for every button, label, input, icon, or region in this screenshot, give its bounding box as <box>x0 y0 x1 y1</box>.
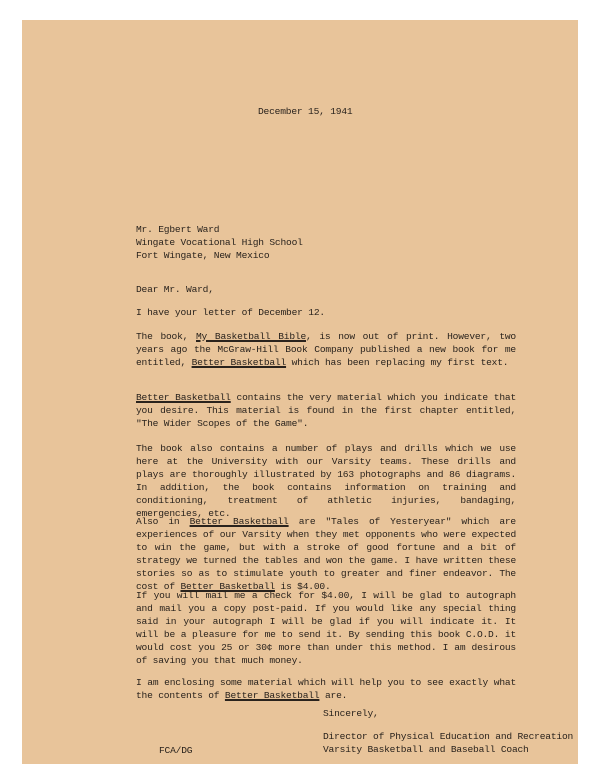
book-title: Better Basketball <box>224 690 320 701</box>
signature-title-line-1: Director of Physical Education and Recreation <box>323 731 574 742</box>
typist-initials: FCA/DG <box>159 745 193 756</box>
paragraph-2: The book, My Basketball Bible, is now out of print. However, two years ago the McGraw-Hill Book Company published a new book for me entitled, Better Basketball which has been replacing my first text. <box>136 331 516 368</box>
paragraph-3: Better Basketball contains the very material which you indicate that you desire. This material is found in the first chapter entitled, "The Wider Scopes of the Game". <box>136 392 516 429</box>
recipient-school: Wingate Vocational High School <box>136 237 303 248</box>
book-title: Better Basketball <box>191 357 287 368</box>
paragraph-5: Also in Better Basketball are "Tales of Yesteryear" which are experiences of our Varsity when they met opponents who were expected to win the game, but with a stroke of good fortune and a bit of strategy we turned the tables and won the game. I have written these stories so as to stimulate youth to greater and finer endeavor. The cost of Better Basketball is $4.00. <box>136 516 516 592</box>
closing: Sincerely, <box>323 708 379 719</box>
paragraph-4: The book also contains a number of plays and drills which we use here at the University with our Varsity teams. These drills and plays are thoroughly illustrated by 163 photographs and 86 diagrams. In addition, the book contains information on training and conditioning, treatment of athletic injuries, bandaging, emergencies, etc. <box>136 443 516 519</box>
recipient-name: Mr. Egbert Ward <box>136 224 220 235</box>
letter-date: December 15, 1941 <box>258 106 353 117</box>
book-title: My Basketball Bible <box>196 331 307 342</box>
book-title: Better Basketball <box>180 581 275 592</box>
book-title: Better Basketball <box>189 516 289 527</box>
signature-title-line-2: Varsity Basketball and Baseball Coach <box>323 744 529 755</box>
paragraph-7: I am enclosing some material which will help you to see exactly what the contents of Better Basketball are. <box>136 677 516 701</box>
paragraph-1: I have your letter of December 12. <box>136 307 325 318</box>
paragraph-6: If you will mail me a check for $4.00, I will be glad to autograph and mail you a copy post-paid. If you would like any special thing said in your autograph I will be glad if you will indicate it. It will be a pleasure for me to send it. By sending this book C.O.D. it would cost you 25 or 30¢ more than under this method. I am desirous of saving you that much money. <box>136 590 516 666</box>
salutation: Dear Mr. Ward, <box>136 284 214 295</box>
book-title: Better Basketball <box>136 392 231 403</box>
recipient-city: Fort Wingate, New Mexico <box>136 250 270 261</box>
